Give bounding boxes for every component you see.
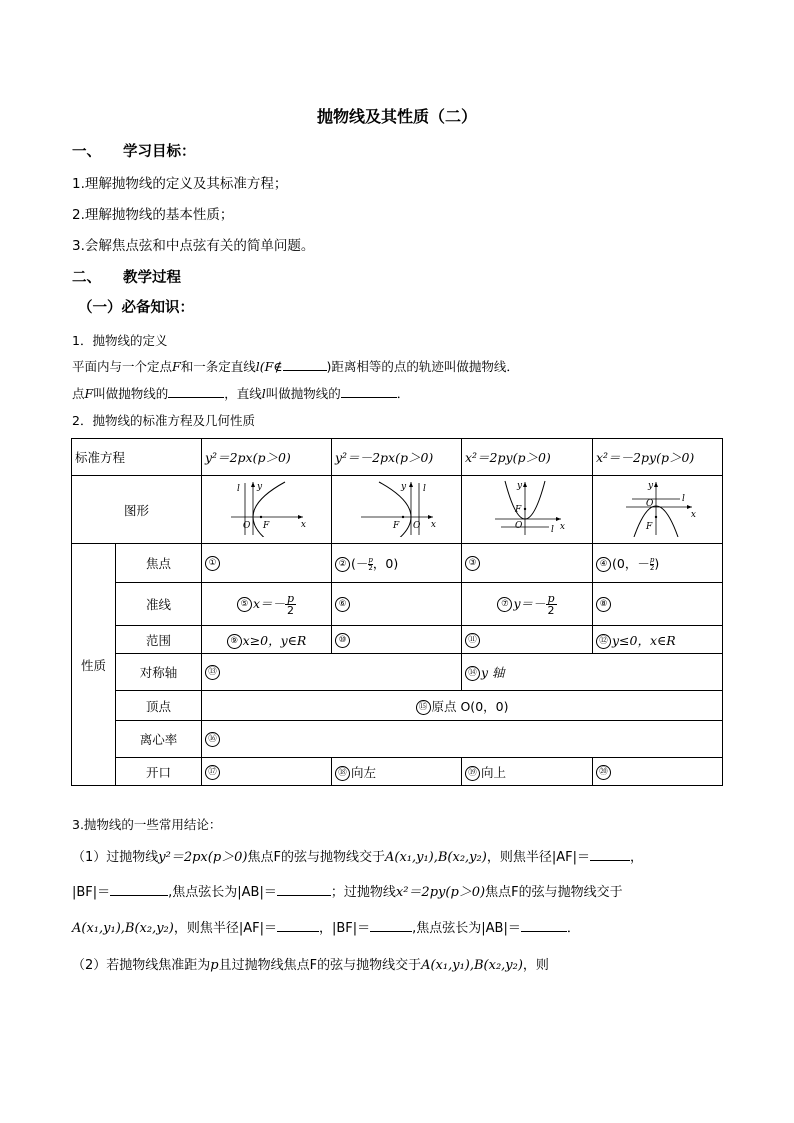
axis-cell: ⑭ y 轴: [462, 654, 723, 691]
range-cell: ⑩: [332, 626, 462, 654]
equation-cell: y²＝－2px(p＞0): [332, 439, 462, 476]
parabola-graph-down: [618, 479, 698, 537]
row-label-directrix: 准线: [116, 583, 202, 626]
origin-label: O: [412, 521, 420, 531]
axis-cell: ⑬: [202, 654, 462, 691]
header-graph: 图形: [72, 476, 202, 544]
graph-cell: [202, 476, 332, 544]
blank: [168, 385, 224, 398]
conclusions-heading: 3.抛物线的一些常用结论：: [72, 817, 222, 832]
section-label: 学习目标：: [123, 144, 196, 160]
section-number: 一、: [72, 144, 101, 160]
focus-label: F: [262, 521, 269, 531]
equation-cell: y²＝2px(p＞0): [202, 439, 332, 476]
row-label-vertex: 顶点: [116, 691, 202, 721]
directrix-cell: ⑦ y＝－ $\frac{p}{2}$: [462, 583, 593, 626]
axis-y-label: y: [400, 482, 406, 492]
conclusion-line: （1）过抛物线y²＝2px(p＞0)焦点F的弦与抛物线交于A(x₁,y₁),B(x₂,y₂)，则焦半径|AF|＝ ，: [72, 850, 643, 865]
section-number: 二、: [72, 270, 101, 286]
properties-table: [71, 438, 723, 786]
conclusion-line: A(x₁,y₁),B(x₂,y₂)，则焦半径|AF|＝ ，|BF|＝ ,焦点弦长为|AB|＝ ．: [72, 921, 580, 936]
opening-cell: ⑳: [593, 758, 723, 786]
range-cell: ⑫ y≤0，x∈R: [593, 626, 723, 654]
goal-item: 2.理解抛物线的基本性质；: [72, 207, 234, 223]
focus-cell: ② (－ $\frac{p}{2}$，0): [332, 544, 462, 583]
blank: [590, 848, 630, 861]
equation-cell: x²＝2py(p＞0): [462, 439, 593, 476]
axis-y-label: y: [647, 481, 653, 491]
focus-label: F: [645, 522, 652, 532]
axis-x-label: x: [559, 522, 565, 532]
row-label-opening: 开口: [116, 758, 202, 786]
row-label-eccentricity: 离心率: [116, 721, 202, 758]
directrix-cell: ⑥: [332, 583, 462, 626]
focus-label: F: [515, 505, 522, 515]
subsection-heading: （一）必备知识：: [78, 300, 194, 316]
definition-heading: 1．抛物线的定义: [72, 333, 168, 348]
focus-label: F: [392, 521, 399, 531]
range-cell: ⑪: [462, 626, 593, 654]
blank: [521, 919, 567, 932]
section-label: 教学过程: [123, 270, 181, 286]
origin-label: O: [645, 499, 653, 509]
axis-y-label: y: [517, 481, 523, 491]
vertex-cell: ⑮ 原点 O(0，0): [202, 691, 723, 721]
axis-x-label: x: [300, 520, 306, 530]
row-label-focus: 焦点: [116, 544, 202, 583]
opening-cell: ⑲ 向上: [462, 758, 593, 786]
definition-line: 平面内与一个定点F和一条定直线l(F∉ )距离相等的点的轨迹叫做抛物线．: [72, 359, 519, 374]
parabola-graph-left: [357, 479, 437, 537]
opening-cell: ⑰: [202, 758, 332, 786]
header-properties: 性质: [72, 544, 116, 786]
graph-cell: [593, 476, 723, 544]
focus-cell: ③: [462, 544, 593, 583]
opening-cell: ⑱ 向左: [332, 758, 462, 786]
blank: [110, 883, 168, 896]
directrix-label: l: [422, 484, 426, 494]
row-label-range: 范围: [116, 626, 202, 654]
eccentricity-cell: ⑯: [202, 721, 723, 758]
focus-cell: ④ (0，－ $\frac{p}{2}$): [593, 544, 723, 583]
axis-y-label: y: [256, 482, 262, 492]
parabola-graph-up: [487, 479, 567, 537]
page-title: 抛物线及其性质（二）: [316, 107, 477, 126]
row-label-axis: 对称轴: [116, 654, 202, 691]
header-standard-equation: 标准方程: [72, 439, 202, 476]
conclusion-line: |BF|＝ ,焦点弦长为|AB|＝ ；过抛物线x²＝2py(p＞0)焦点F的弦与抛物线交于: [72, 885, 623, 900]
definition-line: 点F叫做抛物线的 ，直线l叫做抛物线的 ．: [72, 386, 410, 401]
conclusion-line: （2）若抛物线焦准距为p且过抛物线焦点F的弦与抛物线交于A(x₁,y₁),B(x₂,y₂)，则: [72, 958, 549, 973]
directrix-cell: ⑧: [593, 583, 723, 626]
directrix-label: l: [681, 494, 685, 504]
directrix-label: l: [236, 484, 240, 494]
goal-item: 1.理解抛物线的定义及其标准方程；: [72, 176, 288, 192]
graph-cell: [332, 476, 462, 544]
blank: [341, 385, 397, 398]
blank: [370, 919, 412, 932]
axis-x-label: x: [430, 520, 436, 530]
goal-item: 3.会解焦点弦和中点弦有关的简单问题。: [72, 238, 315, 254]
origin-label: O: [242, 521, 250, 531]
section-heading-goals: [72, 140, 196, 161]
axis-x-label: x: [690, 510, 696, 520]
blank: [277, 919, 319, 932]
blank: [283, 358, 327, 371]
graph-cell: [462, 476, 593, 544]
blank: [277, 883, 331, 896]
range-cell: ⑨ x≥0，y∈R: [202, 626, 332, 654]
directrix-cell: ⑤ x＝－ $\frac{p}{2}$: [202, 583, 332, 626]
parabola-graph-right: [227, 479, 307, 537]
origin-label: O: [515, 521, 523, 531]
focus-cell: ①: [202, 544, 332, 583]
directrix-label: l: [551, 525, 554, 535]
equation-cell: x²＝－2py(p＞0): [593, 439, 723, 476]
section-heading-process: [72, 266, 181, 287]
properties-heading: 2．抛物线的标准方程及几何性质: [72, 413, 255, 428]
